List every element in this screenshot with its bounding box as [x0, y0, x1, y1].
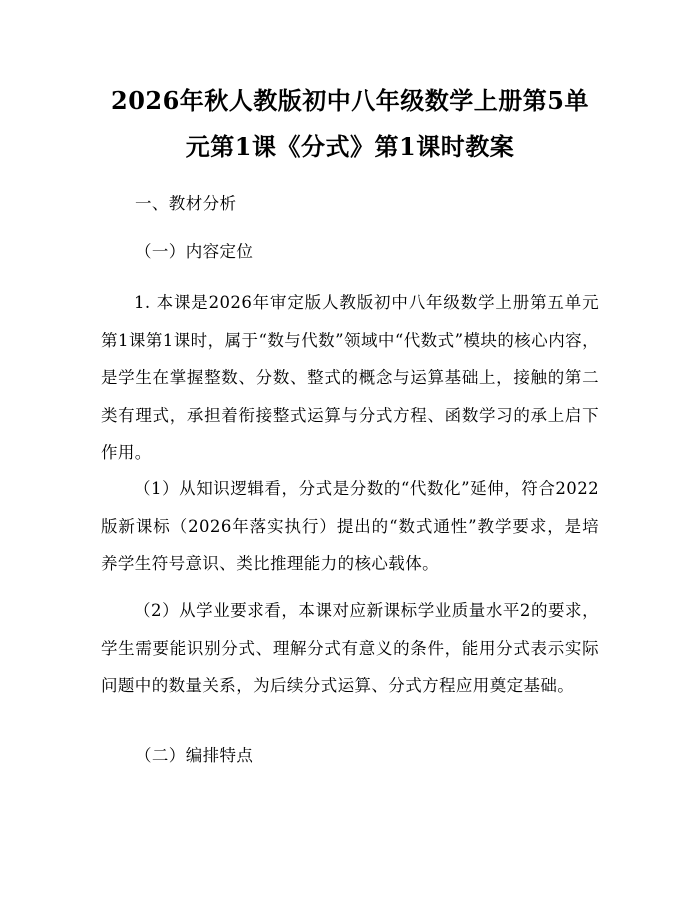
paragraph-knowledge-logic: （1）从知识逻辑看，分式是分数的“代数化”延伸，符合2022版新课标（2026年落实执行）提出的“数式通性”教学要求，是培养学生符号意识、类比推理能力的核心载体。 [101, 479, 599, 573]
paragraph-content-positioning: 1. 本课是2026年审定版人教版初中八年级数学上册第五单元第1课第1课时，属于“数与代数”领域中“代数式”模块的核心内容，是学生在掌握整数、分数、整式的概念与运算基础上，接触的第二类有理式，承担着衔接整式运算与分式方程、函数学习的承上启下作用。 [101, 293, 599, 462]
subsection-heading-arrangement-features: （二）编排特点 [135, 746, 254, 765]
document-title-line-2: 元第1课《分式》第1课时教案 [185, 132, 515, 161]
subsection-heading-content-positioning: （一）内容定位 [135, 242, 254, 261]
section-heading-textbook-analysis: 一、教材分析 [135, 194, 237, 213]
paragraph-academic-requirements: （2）从学业要求看，本课对应新课标学业质量水平2的要求，学生需要能识别分式、理解分式有意义的条件，能用分式表示实际问题中的数量关系，为后续分式运算、分式方程应用奠定基础。 [101, 601, 599, 695]
document-title-line-1: 2026年秋人教版初中八年级数学上册第5单 [111, 86, 589, 115]
